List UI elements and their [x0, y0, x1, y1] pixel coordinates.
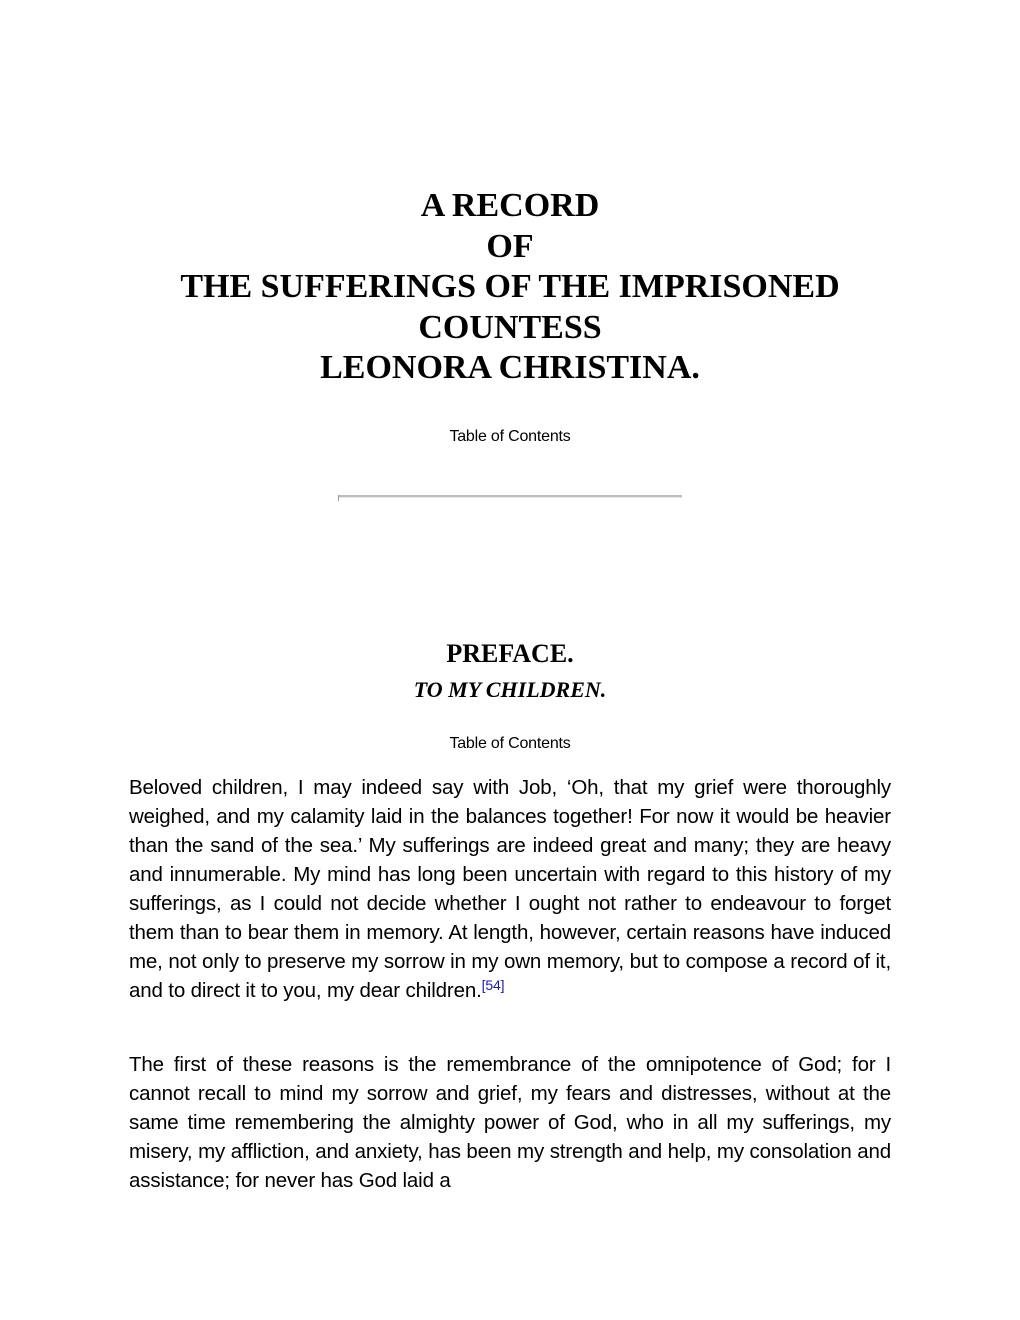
preface-subheading: TO MY CHILDREN. [413, 677, 607, 702]
title-line: A RECORD [420, 187, 600, 224]
preface-heading: PREFACE. [446, 639, 574, 668]
section-divider [338, 495, 682, 498]
title-line: OF [486, 227, 534, 265]
table-of-contents-link[interactable]: Table of Contents [449, 428, 571, 445]
title-line: COUNTESS [418, 308, 602, 346]
preface-paragraph-2: The first of these reasons is the remembrance of the omnipotence of God; for I cannot recall to mind my sorrow and grief, my fears and distresses, without at the same time remembering the almighty power of God, who in all my sufferings, my misery, my affliction, and anxiety, has been my strength and help, my consolation and assistance; for never has God laid a [129, 1053, 891, 1192]
paragraph-text: Beloved children, I may indeed say with Job, ‘Oh, that my grief were thoroughly weighed, and my calamity laid in the balances together! For now it would be heavier than the sand of the sea.’ My sufferings are indeed great and many; they are heavy and innumerable. My mind has long been uncertain with regard to this history of my sufferings, as I could not decide whether I ought not rather to endeavour to forget them than to bear them in memory. At length, however, certain reasons have induced me, not only to preserve my sorrow in my own memory, but to compose a record of it, and to direct it to you, my dear children. [129, 776, 891, 1002]
footnote-link[interactable]: [54] [481, 977, 505, 993]
book-title [0, 186, 1020, 389]
preface-table-of-contents-link[interactable]: Table of Contents [449, 735, 571, 752]
title-line: THE SUFFERINGS OF THE IMPRISONED [180, 268, 840, 305]
preface-paragraph-1 [129, 773, 891, 1005]
title-line: LEONORA CHRISTINA. [320, 349, 700, 386]
